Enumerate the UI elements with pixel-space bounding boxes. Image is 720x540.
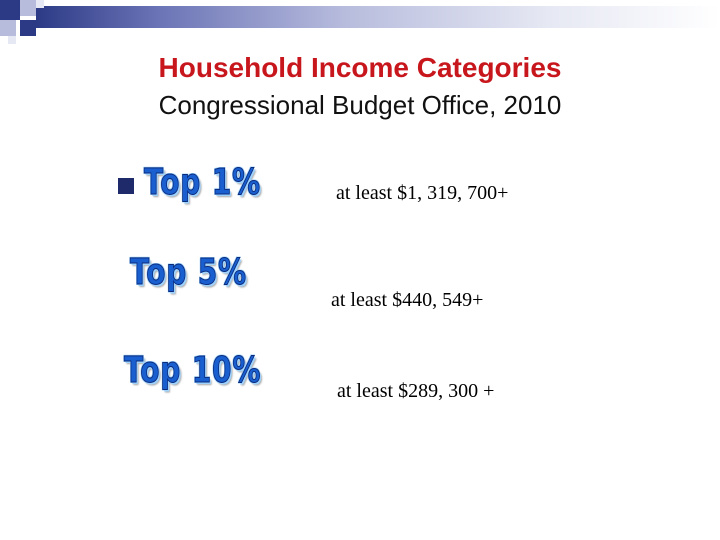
deco-square	[20, 0, 36, 16]
slide-title: Household Income Categories	[158, 52, 562, 83]
slide-subtitle: Congressional Budget Office, 2010	[158, 90, 562, 120]
deco-square	[36, 0, 44, 8]
tier-label-top-5: Top 5%	[130, 252, 247, 293]
header-gradient-band	[36, 6, 720, 28]
tier-label-top-1: Top 1%	[144, 162, 261, 203]
tier-amount-top-10: at least $289, 300 +	[337, 380, 495, 402]
deco-square	[8, 36, 16, 44]
deco-square	[0, 20, 16, 36]
deco-square	[20, 20, 36, 36]
square-bullet-icon	[118, 178, 134, 194]
tier-amount-top-5: at least $440, 549+	[331, 289, 484, 311]
deco-square	[0, 0, 20, 20]
tier-amount-top-1: at least $1, 319, 700+	[336, 182, 509, 204]
tier-label-top-10: Top 10%	[124, 350, 262, 391]
